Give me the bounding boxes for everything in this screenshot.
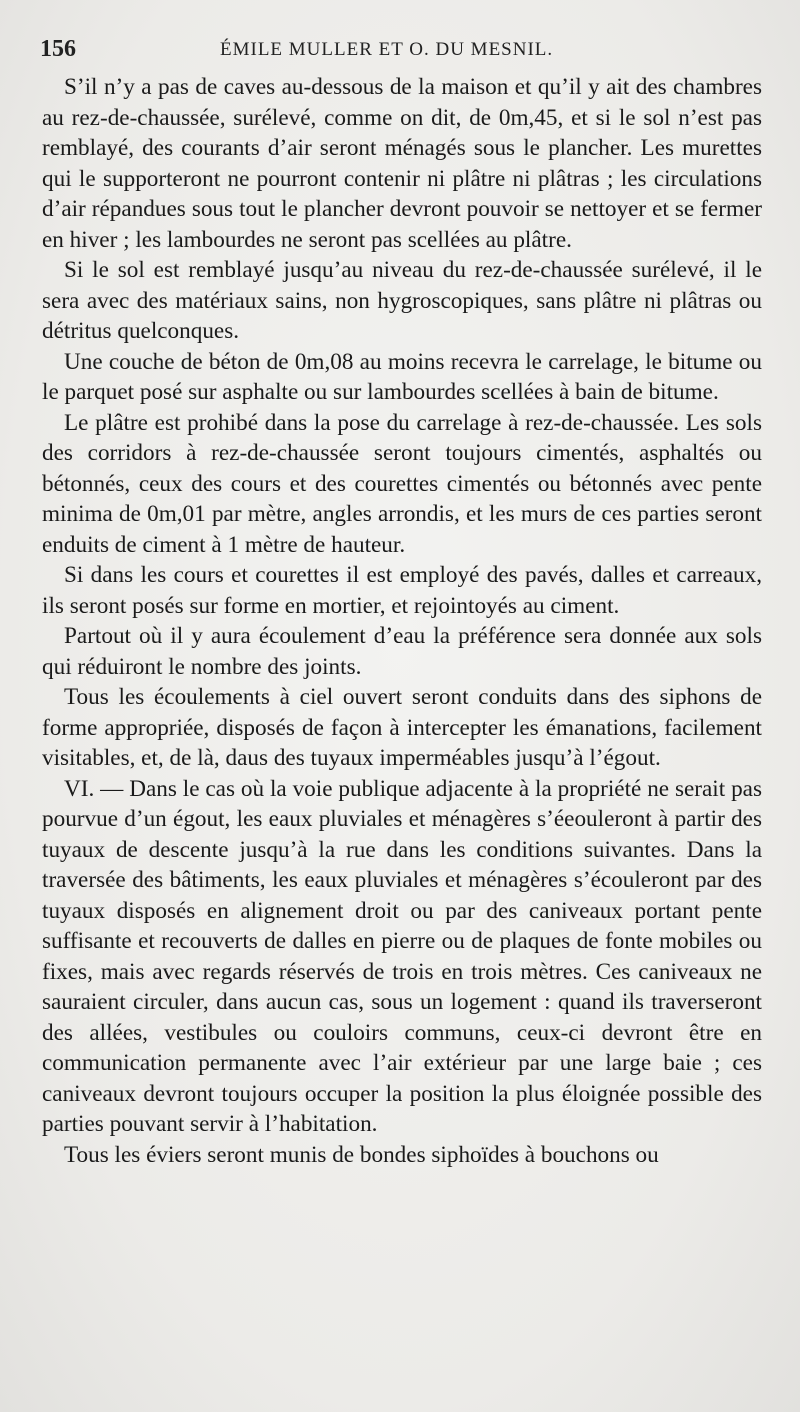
running-head: ÉMILE MULLER ET O. DU MESNIL. [220, 39, 554, 60]
paragraph: Le plâtre est prohibé dans la pose du carrelage à rez-de-chaussée. Les sols des corridors à rez-de-chaussée seront toujours cimentés, asphaltés ou bétonnés, ceux des cours et des courettes cimentés ou bétonnés avec pente minima de 0m,01 par mètre, angles arrondis, et les murs de ces parties seront enduits de ciment à 1 mètre de hauteur. [42, 409, 762, 558]
paragraph: Tous les écoulements à ciel ouvert seront conduits dans des siphons de forme appropriée, disposés de façon à intercepter les émanations, facilement visitables, et, de là, daus des tuyaux imperméables jusqu’à l’égout. [42, 684, 762, 771]
body-text [42, 72, 762, 1170]
paragraph: Si le sol est remblayé jusqu’au niveau du rez-de-chaussée surélevé, il le sera avec des matériaux sains, non hygroscopiques, sans plâtre ni plâtras ou détritus quelconques. [42, 257, 762, 344]
paragraph: Partout où il y aura écoulement d’eau la préférence sera donnée aux sols qui réduiront le nombre des joints. [42, 623, 762, 680]
page-number: 156 [40, 36, 76, 62]
paragraph: Tous les éviers seront munis de bondes siphoïdes à bouchons ou [64, 1141, 659, 1168]
paragraph: Une couche de béton de 0m,08 au moins recevra le carrelage, le bitume ou le parquet posé sur asphalte ou sur lambourdes scellées à bain de bitume. [42, 348, 762, 405]
paragraph: S’il n’y a pas de caves au-dessous de la maison et qu’il y ait des chambres au rez-de-chaussée, surélevé, comme on dit, de 0m,45, et si le sol n’est pas remblayé, des courants d’air seront ménagés sous le plancher. Les murettes qui le supporteront ne pourront contenir ni plâtre ni plâtras ; les circulations d’air répandues sous tout le plancher devront pouvoir se nettoyer et se fermer en hiver ; les lambourdes ne seront pas scellées au plâtre. [42, 74, 762, 253]
paragraph: Si dans les cours et courettes il est employé des pavés, dalles et carreaux, ils seront posés sur forme en mortier, et rejointoyés au ciment. [42, 562, 762, 619]
page-header [40, 30, 760, 66]
paragraph: VI. — Dans le cas où la voie publique adjacente à la propriété ne serait pas pourvue d’un égout, les eaux pluviales et ménagères s’éeouleront à partir des tuyaux de descente jusqu’à la rue dans les conditions suivantes. Dans la traversée des bâtiments, les eaux pluviales et ménagères s’écouleront par des tuyaux disposés en alignement droit ou par des caniveaux portant pente suffisante et recouverts de dalles en pierre ou de plaques de fonte mobiles ou fixes, mais avec regards réservés de trois en trois mètres. Ces caniveaux ne sauraient circuler, dans aucun cas, sous un logement : quand ils traverseront des allées, vestibules ou couloirs communs, ceux-ci devront être en communication permanente avec l’air extérieur par une large baie ; ces caniveaux devront toujours occuper la position la plus éloignée possible des parties pouvant servir à l’habitation. [42, 775, 762, 1137]
